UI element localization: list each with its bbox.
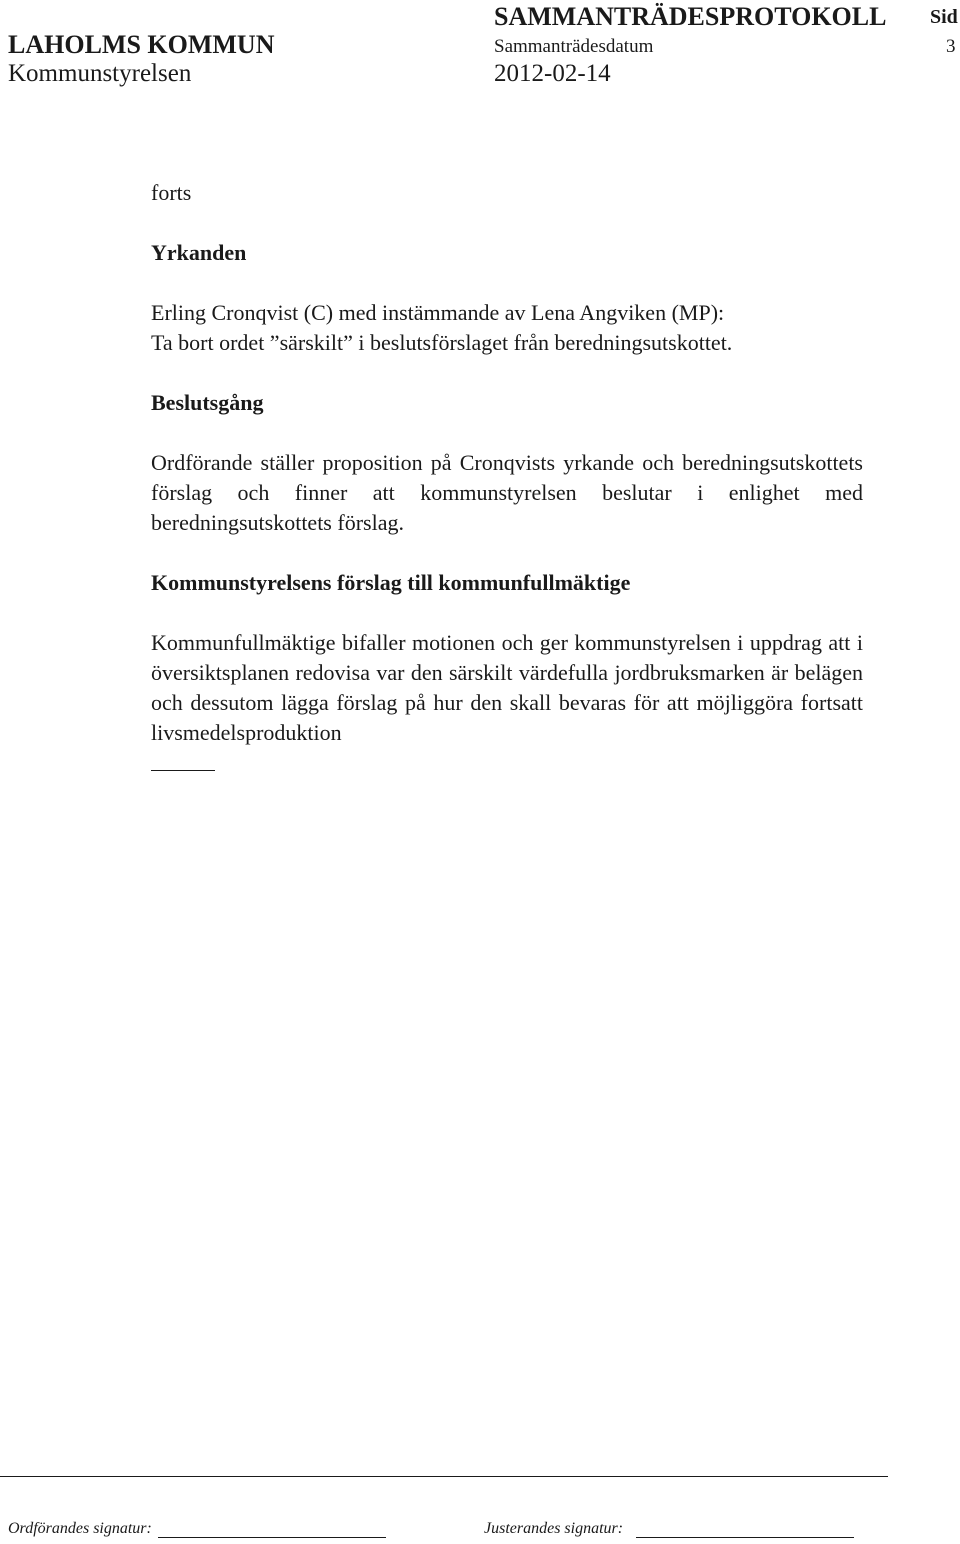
continued-marker: forts [151, 180, 192, 205]
organization-name: LAHOLMS KOMMUN [8, 30, 275, 59]
section-heading-beslutsgang: Beslutsgång [151, 390, 264, 415]
beslutsgang-paragraph: Ordförande ställer proposition på Cronqvists yrkande och beredningsutskottets förslag och finner att kommunstyrelsen beslutar i enlighet med beredningsutskottets förslag. [151, 450, 863, 535]
section-heading-yrkanden: Yrkanden [151, 240, 247, 265]
page-label: Sid [930, 6, 958, 28]
meeting-date-label: Sammanträdesdatum [494, 36, 654, 57]
section-heading-forslag: Kommunstyrelsens förslag till kommunfullmäktige [151, 570, 631, 595]
footer-rule [0, 1476, 888, 1477]
yrkanden-line-1: Erling Cronqvist (C) med instämmande av Lena Angviken (MP): [151, 300, 725, 325]
adjuster-signature-label: Justerandes signatur: [484, 1520, 624, 1537]
document-title: SAMMANTRÄDESPROTOKOLL [494, 2, 887, 31]
section-end-rule [151, 770, 215, 771]
meeting-date: 2012-02-14 [494, 60, 611, 87]
chair-signature-line [158, 1537, 386, 1538]
chair-signature-label: Ordförandes signatur: [8, 1520, 152, 1537]
department-name: Kommunstyrelsen [8, 60, 192, 87]
yrkanden-line-2: Ta bort ordet ”särskilt” i beslutsförslaget från beredningsutskottet. [151, 330, 733, 355]
page-number: 3 [946, 36, 956, 57]
forslag-paragraph: Kommunfullmäktige bifaller motionen och ger kommunstyrelsen i uppdrag att i översiktsplanen redovisa var den särskilt värdefulla jordbruksmarken är belägen och dessutom lägga förslag på hur den skall bevaras för att möjliggöra fortsatt livsmedelsproduktion [151, 630, 863, 745]
adjuster-signature-line [636, 1537, 854, 1538]
